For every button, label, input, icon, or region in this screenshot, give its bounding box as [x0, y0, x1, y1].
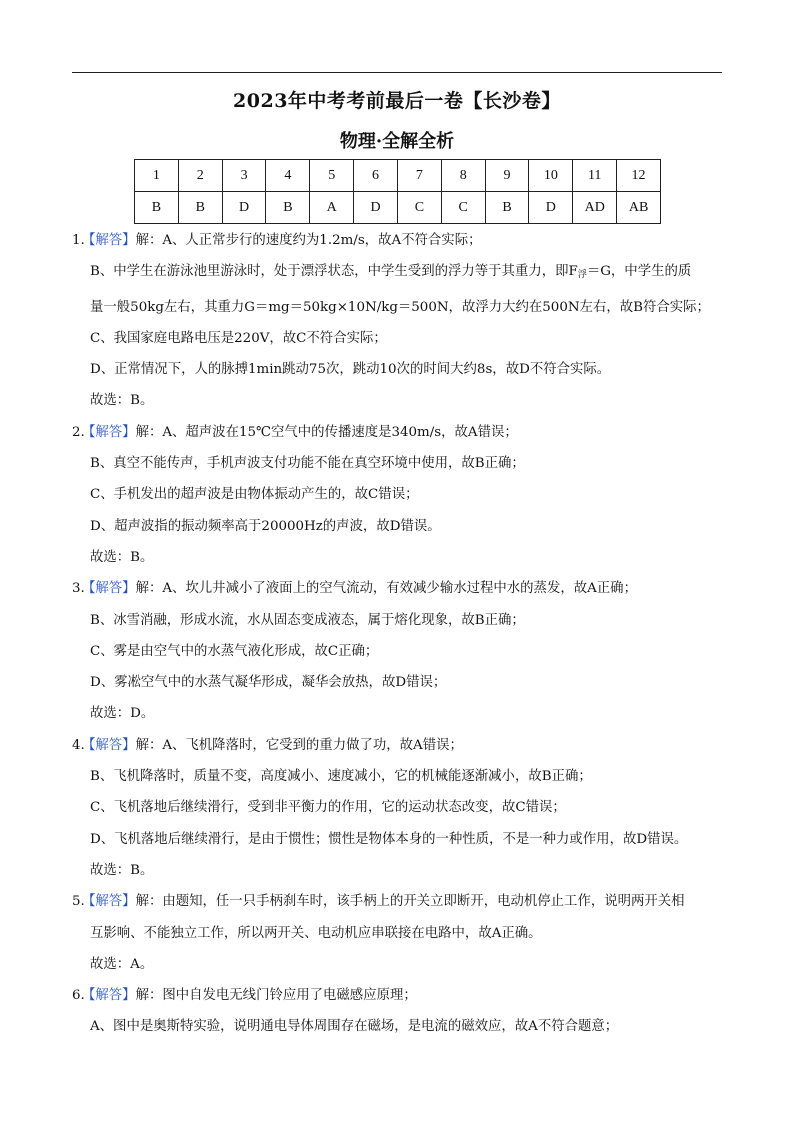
question-number-cell: 8	[441, 160, 485, 192]
solution-line	[72, 256, 732, 291]
answer-table	[134, 159, 661, 224]
answer-tag: 【解答】	[82, 233, 136, 248]
solution-number: 4.	[72, 737, 85, 753]
question-number-cell: 9	[485, 160, 529, 192]
solution-number: 6.	[72, 988, 85, 1004]
answer-cell: B	[178, 192, 222, 224]
solution-first-line	[72, 225, 732, 256]
question-number-cell: 4	[266, 160, 310, 192]
answer-tag: 【解答】	[82, 737, 136, 753]
solution-text: 解：A、人正常步行的速度约为1.2m/s，故A不符合实际；	[135, 233, 482, 248]
solution-line: B、飞机降落时，质量不变，高度减小、速度减小，它的机械能逐渐减小，故B正确；	[90, 769, 592, 785]
header-rule	[72, 72, 722, 73]
solution-line: D、超声波指的振动频率高于20000Hz的声波，故D错误。	[90, 518, 441, 534]
solution-first-line	[72, 886, 732, 917]
solution-6	[72, 980, 732, 1043]
answer-cell: C	[441, 192, 485, 224]
solution-text: 解：A、坎儿井减小了液面上的空气流动，有效减少输水过程中水的蒸发，故A正确；	[135, 581, 637, 597]
solution-text: ＝G，中学生的质	[586, 264, 692, 280]
solution-line: D、正常情况下，人的脉搏1min跳动75次，跳动10次的时间大约8s，故D不符合实际。	[90, 362, 611, 378]
answer-cell: B	[266, 192, 310, 224]
solution-text: 解：由题知，任一只手柄刹车时，该手柄上的开关立即断开，电动机停止工作，说明两开关相	[135, 894, 685, 910]
answer-tag: 【解答】	[82, 894, 136, 910]
subscript-text: 浮	[577, 270, 587, 281]
solution-text: 解：图中自发电无线门铃应用了电磁感应原理；	[135, 988, 417, 1004]
solution-conclusion: 故选：B。	[90, 549, 154, 565]
answer-table-number-row	[135, 160, 661, 192]
question-number-cell: 5	[310, 160, 354, 192]
answer-cell: D	[354, 192, 398, 224]
answer-tag: 【解答】	[82, 988, 136, 1004]
question-number-cell: 10	[529, 160, 573, 192]
question-number-cell: 2	[178, 160, 222, 192]
answer-tag: 【解答】	[82, 581, 136, 597]
solutions-body	[72, 225, 732, 1043]
question-number-cell: 1	[135, 160, 179, 192]
answer-cell: D	[529, 192, 573, 224]
question-number-cell: 11	[573, 160, 617, 192]
solution-conclusion: 故选：B。	[90, 862, 154, 878]
answer-cell: B	[135, 192, 179, 224]
solution-text: B、中学生在游泳池里游泳时，处于漂浮状态，中学生受到的浮力等于其重力，即F	[90, 264, 578, 280]
solution-conclusion: 故选：D。	[90, 706, 155, 722]
solution-number: 1.	[72, 233, 85, 248]
document-title: 2023年中考考前最后一卷【长沙卷】	[233, 90, 561, 112]
solution-text: 解：A、飞机降落时，它受到的重力做了功，故A错误；	[135, 737, 463, 753]
answer-cell: AD	[573, 192, 617, 224]
solution-line: D、飞机落地后继续滑行，是由于惯性；惯性是物体本身的一种性质，不是一种力或作用，故D错误。	[90, 831, 688, 847]
solution-line: C、飞机落地后继续滑行，受到非平衡力的作用，它的运动状态改变，故C错误；	[90, 800, 566, 816]
solution-2	[72, 417, 732, 573]
solution-first-line	[72, 980, 732, 1011]
question-number-cell: 3	[222, 160, 266, 192]
solution-conclusion: 故选：B。	[90, 393, 154, 409]
solution-1	[72, 225, 732, 417]
question-number-cell: 7	[397, 160, 441, 192]
solution-text: 解：A、超声波在15℃空气中的传播速度是340m/s，故A错误；	[135, 424, 518, 440]
solution-first-line	[72, 573, 732, 604]
solution-line: A、图中是奥斯特实验，说明通电导体周围存在磁场，是电流的磁效应，故A不符合题意；	[90, 1019, 619, 1035]
solution-number: 5.	[72, 894, 85, 910]
solution-4	[72, 730, 732, 886]
question-number-cell: 6	[354, 160, 398, 192]
answer-cell: D	[222, 192, 266, 224]
answer-cell: B	[485, 192, 529, 224]
solution-line: B、冰雪消融，形成水流，水从固态变成液态，属于熔化现象，故B正确；	[90, 612, 525, 628]
solution-first-line	[72, 417, 732, 448]
solution-3	[72, 573, 732, 729]
solution-line: C、雾是由空气中的水蒸气液化形成，故C正确；	[90, 643, 379, 659]
solution-first-line	[72, 730, 732, 761]
solution-line: D、雾凇空气中的水蒸气凝华形成，凝华会放热，故D错误；	[90, 675, 447, 691]
solution-5	[72, 886, 732, 980]
solution-number: 2.	[72, 424, 85, 440]
document-subtitle: 物理·全解全析	[339, 131, 455, 152]
solution-line: C、我国家庭电路电压是220V，故C不符合实际；	[90, 330, 387, 346]
solution-line: B、真空不能传声，手机声波支付功能不能在真空环境中使用，故B正确；	[90, 456, 525, 472]
solution-conclusion: 故选：A。	[90, 956, 154, 972]
answer-cell: C	[397, 192, 441, 224]
solution-line: C、手机发出的超声波是由物体振动产生的，故C错误；	[90, 487, 419, 503]
question-number-cell: 12	[617, 160, 661, 192]
answer-tag: 【解答】	[82, 424, 136, 440]
answer-cell: A	[310, 192, 354, 224]
solution-line: 互影响、不能独立工作，所以两开关、电动机应串联接在电路中，故A正确。	[90, 925, 542, 941]
solution-line: 量一般50kg左右，其重力G＝mg＝50kg×10N/kg＝500N，故浮力大约在500N左右，故B符合实际；	[90, 299, 710, 315]
solution-number: 3.	[72, 581, 85, 597]
answer-cell: AB	[617, 192, 661, 224]
answer-table-answer-row	[135, 192, 661, 224]
